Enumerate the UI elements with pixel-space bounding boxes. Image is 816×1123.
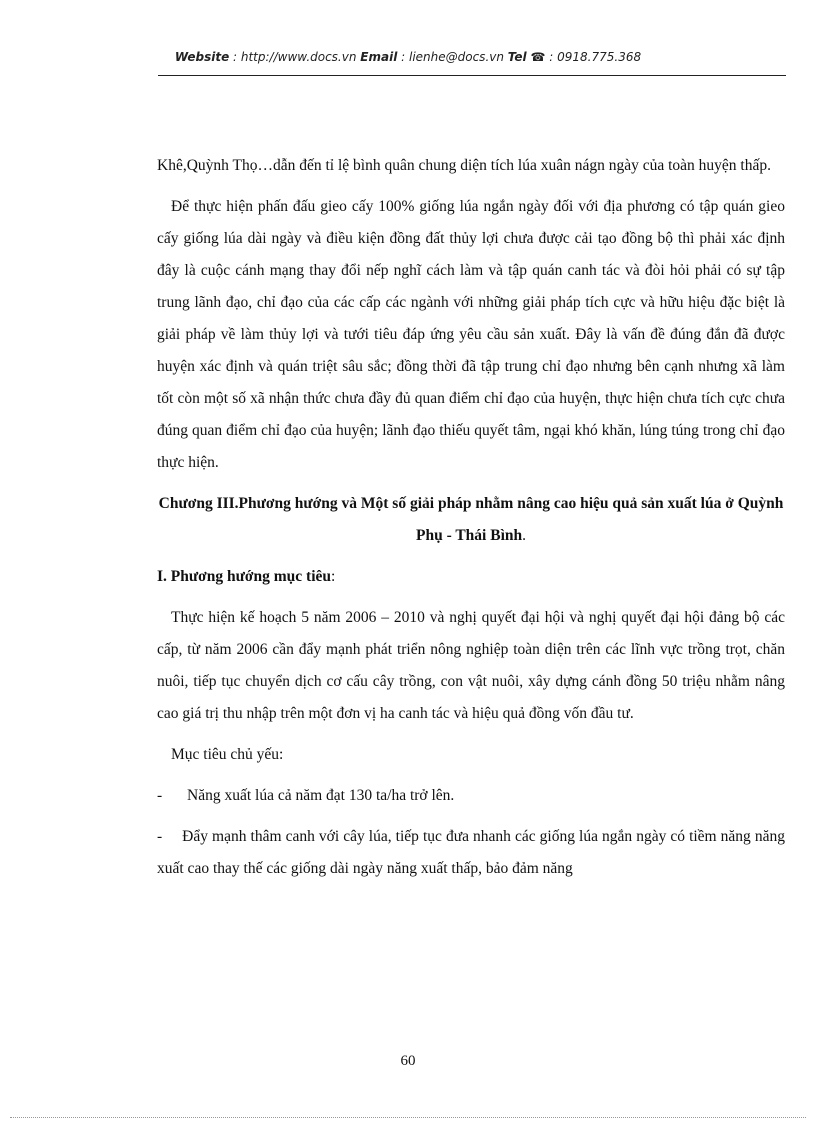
bullet-dash: - — [157, 787, 163, 804]
tel-label: Tel — [507, 50, 527, 64]
list-item-text: Đẩy mạnh thâm canh với cây lúa, tiếp tục đưa nhanh các giống lúa ngắn ngày có tiềm năng năng xuất cao thay thế các giống dài ngày năng xuất thấp, bảo đảm năng — [157, 828, 785, 877]
chapter-heading: Chương III.Phương hướng và Một số giải pháp nhằm nâng cao hiệu quả sản xuất lúa ở Quỳnh Phụ - Thái Bình. — [158, 495, 784, 544]
list-item — [157, 821, 785, 885]
phone-icon: ☎ — [530, 50, 546, 64]
email-value: : lienhe@docs.vn — [397, 50, 508, 64]
bullet-dash: - — [157, 828, 163, 845]
paragraph-plan: Thực hiện kế hoạch 5 năm 2006 – 2010 và nghị quyết đại hội và nghị quyết đại hội đảng bộ các cấp, từ năm 2006 cần đẩy mạnh phát triển nông nghiệp toàn diện trên các lĩnh vực trồng trọt, chăn nuôi, tiếp tục chuyển dịch cơ cấu cây trồng, con vật nuôi, xây dựng cánh đồng 50 triệu nhằm nâng cao giá trị thu nhập trên một đơn vị ha canh tác và hiệu quả đồng vốn đầu tư. — [157, 609, 785, 722]
website-label: Website — [174, 50, 230, 64]
email-label: Email — [360, 50, 398, 64]
header-divider — [158, 75, 786, 76]
footer-divider — [10, 1117, 806, 1118]
tel-value: : 0918.775.368 — [545, 50, 642, 64]
website-value: : http://www.docs.vn — [229, 50, 361, 64]
page-number: 60 — [400, 1053, 416, 1069]
list-item-text: Năng xuất lúa cả năm đạt 130 ta/ha trở lên. — [187, 787, 455, 804]
paragraph-implementation: Để thực hiện phấn đấu gieo cấy 100% giống lúa ngắn ngày đối với địa phương có tập quán gieo cấy giống lúa dài ngày và điều kiện đồng đất thủy lợi chưa được cải tạo đồng bộ thì phải xác định đây là cuộc cánh mạng thay đổi nếp nghĩ cách làm và tập quán canh tác và đòi hỏi phải có sự tập trung lãnh đạo, chỉ đạo của các cấp các ngành với những giải pháp tích cực và hữu hiệu đặc biệt là giải pháp về làm thủy lợi và tưới tiêu đáp ứng yêu cầu sản xuất. Đây là vấn đề đúng đắn đã được huyện xác định và quán triệt sâu sắc; đồng thời đã tập trung chỉ đạo nhưng bên cạnh nhưng xã làm tốt còn một số xã nhận thức chưa đầy đủ quan điểm chỉ đạo của huyện, thực hiện chưa tích cực chưa đúng quan điểm chỉ đạo của huyện; lãnh đạo thiếu quyết tâm, ngại khó khăn, lúng túng trong chỉ đạo thực hiện. — [157, 198, 785, 471]
list-item — [157, 780, 785, 812]
page-header — [0, 50, 816, 64]
paragraph-continuation: Khê,Quỳnh Thọ…dẫn đến tỉ lệ bình quân chung diện tích lúa xuân nágn ngày của toàn huyện thấp. — [157, 157, 771, 174]
section-heading: I. Phương hướng mục tiêu: — [157, 568, 336, 585]
paragraph-objectives-label: Mục tiêu chủ yếu: — [171, 746, 284, 763]
document-body — [157, 150, 785, 885]
